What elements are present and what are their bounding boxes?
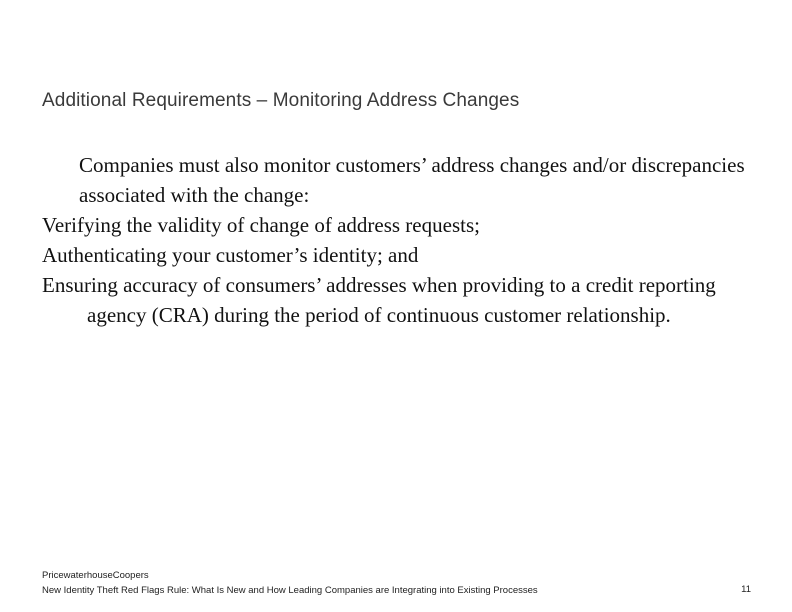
- bullet-item: Verifying the validity of change of address requests;: [42, 213, 480, 237]
- slide-body: [42, 150, 762, 330]
- footer-organization: PricewaterhouseCoopers: [42, 570, 149, 581]
- bullet-item: Authenticating your customer’s identity; and: [42, 243, 419, 267]
- intro-paragraph: Companies must also monitor customers’ address changes and/or discrepancies associated with the change:: [79, 153, 745, 207]
- footer-subtitle: New Identity Theft Red Flags Rule: What Is New and How Leading Companies are Integrating into Existing Processes: [42, 585, 538, 596]
- page-number: 11: [741, 584, 751, 595]
- bullet-item: Ensuring accuracy of consumers’ addresses when providing to a credit reporting agency (CRA) during the period of continuous customer relationship.: [42, 273, 716, 327]
- slide-title: Additional Requirements – Monitoring Address Changes: [42, 90, 520, 111]
